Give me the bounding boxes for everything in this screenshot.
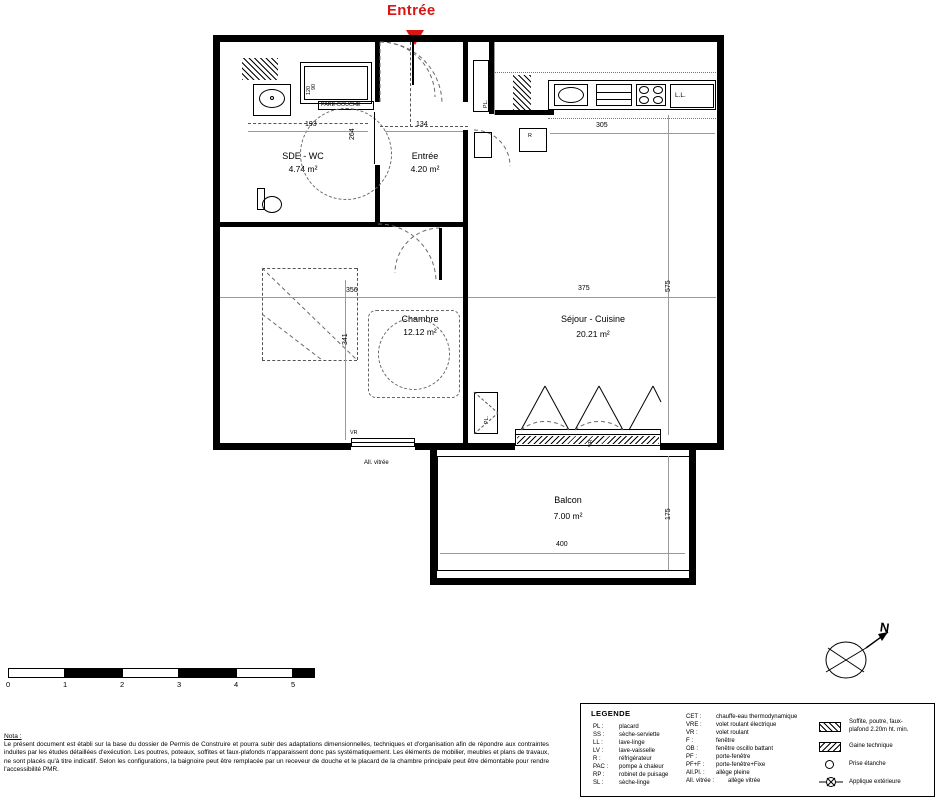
legend-desc-vr: volet roulant	[716, 730, 749, 736]
room-area-sde: 4.74 m²	[288, 164, 318, 174]
dim-entree-width: 134	[416, 121, 428, 128]
legend-desc-pac: pompe à chaleur	[619, 764, 664, 770]
scale-cell-0	[8, 668, 65, 678]
legend-symbol-applique	[819, 776, 843, 788]
room-area-entree: 4.20 m²	[410, 164, 440, 174]
legend-desc-cet: chauffe-eau thermodynamique	[716, 714, 798, 720]
legend-desc-vre: volet roulant électrique	[716, 722, 777, 728]
legend-symbol-gaine	[819, 742, 841, 752]
appliance-ll-label: L.L.	[675, 92, 686, 99]
wardrobe-diagonals	[262, 268, 357, 360]
legend-item-f	[686, 738, 735, 744]
cupboard-small	[474, 132, 492, 158]
dimline-kitchen	[550, 133, 715, 134]
burner-4	[653, 96, 663, 104]
wardrobe-bottom	[262, 360, 357, 361]
legend-desc-lv: lave-vaisselle	[619, 748, 656, 754]
window-chambre-vre-label: VR	[350, 430, 358, 436]
legend-desc-applique: Applique extérieure	[849, 779, 901, 785]
wall-bottom-right	[660, 443, 724, 450]
wardrobe-right	[357, 268, 358, 360]
legend-item-soffite2	[849, 727, 908, 733]
legend-item-allpl	[686, 770, 750, 776]
room-label-sejour: Séjour - Cuisine	[560, 314, 626, 324]
room-area-sejour: 20.21 m²	[576, 329, 610, 339]
legend-item-vr	[686, 730, 749, 736]
kitchen-hob-line1	[596, 92, 632, 93]
wall-bottom-left	[213, 443, 351, 450]
scale-cell-5	[293, 668, 315, 678]
balcony-inner-right	[689, 456, 690, 570]
legend-item-pf	[686, 754, 750, 760]
dimline-chambre-depth	[345, 280, 346, 440]
burner-1	[639, 86, 649, 94]
legend-abbr-allvitree: All. vitrée :	[686, 778, 715, 784]
legend-desc-ss: sèche-serviette	[619, 732, 660, 738]
dim-kitchen-width: 305	[596, 122, 608, 129]
structural-hatch-2	[242, 58, 278, 80]
dim-chambre-width: 356	[346, 287, 358, 294]
closet-pl-sejour-swing	[474, 392, 498, 434]
dimline-entree	[385, 131, 463, 132]
legend-abbr-ob: OB :	[686, 746, 699, 752]
nota-block	[4, 733, 549, 774]
legend-desc-pl: placard	[619, 724, 639, 730]
legend-item-ll	[593, 740, 645, 746]
sink-drain	[270, 96, 274, 100]
legend-item-soffite	[849, 719, 903, 725]
legend-item-vre	[686, 722, 776, 728]
dimline-sejour-width	[468, 297, 716, 298]
balcony-inner-top	[437, 456, 689, 457]
dim-sejour-width: 375	[578, 285, 590, 292]
scale-tick-4: 4	[234, 680, 239, 689]
dim-sde-width: 193	[305, 121, 317, 128]
compass-north-label: N	[879, 619, 891, 636]
grid-line-1	[220, 297, 265, 298]
legend-item-applique	[849, 779, 901, 785]
legend-desc-prise: Prise étanche	[849, 761, 886, 767]
kitchen-hob-line2	[596, 99, 632, 100]
legend-abbr-sl: SL :	[593, 780, 604, 786]
closet-pl-sejour-label: PL.	[484, 415, 490, 424]
legend-item-ob	[686, 746, 773, 752]
legend-abbr-f: F :	[686, 738, 693, 744]
pare-douche-label: PARE-DOUCHE	[321, 102, 361, 108]
legend-desc-sl: sèche-linge	[619, 780, 650, 786]
room-area-chambre: 12.12 m²	[403, 327, 437, 337]
legend-symbol-prise	[825, 760, 834, 769]
scale-tick-5: 5	[291, 680, 296, 689]
wall-top-left	[213, 35, 489, 42]
entrance-title: Entrée	[387, 2, 436, 19]
legend-abbr-cet: CET :	[686, 714, 702, 720]
nota-text: Le présent document est établi sur la base du dossier de Permis de Construire et pourra subir des adaptations dimensionnelles, techniques et d'organisation afin de répondre aux contraintes induites par les études détaillées d'exécution. Les poutres, poteaux, soffites et faux-plafonds n'apparaissent donc pas systématiquement. Les éléments de mobilier, meubles et plans de travaux, ne sont placés qu'à titre indicatif. Selon les configurations, la baignoire peut être remplacée par un receveur de douche et le placard de la chambre principale peut être démontable pour rendre l'accessibilité PMR.	[4, 741, 549, 773]
legend-item-cet	[686, 714, 797, 720]
shower-dim-90: 90	[311, 84, 317, 90]
kitchen-hob	[596, 84, 632, 106]
kitchen-upper-cab-line2	[548, 118, 716, 119]
legend-desc-rp: robinet de puisage	[619, 772, 669, 778]
wall-interior-sde-bottom	[220, 222, 380, 227]
legend-abbr-vr: VR :	[686, 730, 698, 736]
legend-item-prise	[849, 761, 886, 767]
shower-dim-120: 120	[306, 86, 312, 95]
balcony-inner-bottom	[437, 570, 689, 571]
wall-interior-kitchen-bottom	[494, 110, 554, 115]
dim-balcon-depth: 175	[665, 508, 672, 520]
burner-3	[639, 96, 649, 104]
legend-abbr-ss: SS :	[593, 732, 605, 738]
window-chambre-line	[351, 442, 415, 443]
legend-item-pff	[686, 762, 765, 768]
legend-desc-gaine: Gaine technique	[849, 743, 893, 749]
wall-top-right	[489, 35, 724, 42]
wall-left	[213, 35, 220, 450]
legend-abbr-ll: LL :	[593, 740, 603, 746]
balcony-inner-left	[437, 456, 438, 570]
scale-cell-3	[179, 668, 236, 678]
wc-bowl	[262, 196, 282, 213]
legend-item-sl	[593, 780, 650, 786]
legend-abbr-lv: LV :	[593, 748, 604, 754]
legend-desc-pff: porte-fenêtre+Fixe	[716, 762, 766, 768]
dim-sde-door: 264	[349, 128, 356, 140]
scale-cell-1	[65, 668, 122, 678]
closet-pl-label: PL.	[483, 99, 489, 108]
legend-desc-r: réfrigérateur	[619, 756, 652, 762]
dim-balcon-width: 400	[556, 541, 568, 548]
wc-cistern	[257, 188, 265, 210]
room-label-balcon: Balcon	[554, 495, 582, 505]
legend-symbol-soffite	[819, 722, 841, 732]
appliance-fridge-label: R	[528, 133, 532, 139]
door-swing-chambre	[378, 224, 448, 294]
wall-interior-entree-right2	[463, 130, 468, 227]
dimline-balcon-width	[440, 553, 685, 554]
legend-abbr-vre: VRE :	[686, 722, 702, 728]
legend-desc-pf: porte-fenêtre	[716, 754, 751, 760]
appliance-fridge	[519, 128, 547, 152]
legend-item-allvitree	[686, 778, 760, 784]
legend-desc-f: fenêtre	[716, 738, 735, 744]
legend-item-rp	[593, 772, 668, 778]
legend-desc-ll: lave-linge	[619, 740, 645, 746]
scale-cell-4	[236, 668, 293, 678]
legend-item-r	[593, 756, 652, 762]
scale-tick-2: 2	[120, 680, 125, 689]
room-label-entree: Entrée	[411, 151, 439, 161]
legend-abbr-r: R :	[593, 756, 601, 762]
legend-item-gaine	[849, 743, 893, 749]
nota-title: Nota :	[4, 733, 22, 740]
window-chambre-allvitree-label: All. vitrée	[364, 460, 389, 466]
sejour-vr-label: VR	[588, 439, 594, 447]
kitchen-sink-bowl	[558, 87, 584, 103]
shower-inner	[304, 66, 368, 100]
burner-2	[653, 86, 663, 94]
door-leaf-sde	[374, 112, 375, 164]
balcony-wall-right	[689, 450, 696, 585]
entree-dash-v1	[410, 42, 411, 127]
wall-right	[717, 35, 724, 450]
legend-item-pl	[593, 724, 639, 730]
legend-desc-ob: fenêtre oscillo battant	[716, 746, 774, 752]
scale-tick-0: 0	[6, 680, 11, 689]
balcony-wall-bottom	[430, 578, 696, 585]
legend-desc-allpl: allège pleine	[716, 770, 750, 776]
legend-desc-allvitree: allège vitrée	[728, 778, 761, 784]
kitchen-upper-cab-line	[494, 72, 716, 73]
room-area-balcon: 7.00 m²	[553, 511, 583, 521]
dim-chambre-depth: 341	[342, 333, 349, 345]
legend-abbr-pl: PL :	[593, 724, 604, 730]
grid-line-2	[494, 42, 495, 115]
bed-pillow-arc	[378, 318, 450, 390]
scale-tick-3: 3	[177, 680, 182, 689]
front-door-leaf	[412, 40, 414, 85]
dimline-chambre-width	[263, 297, 463, 298]
scale-tick-1: 1	[63, 680, 68, 689]
legend-abbr-allpl: All.Pl. :	[686, 770, 705, 776]
legend-desc-soffite: Soffite, poutre, faux-	[849, 719, 903, 725]
legend-abbr-rp: RP :	[593, 772, 605, 778]
legend-item-lv	[593, 748, 655, 754]
scale-cell-2	[122, 668, 179, 678]
legend-item-pac	[593, 764, 664, 770]
wall-bottom-mid	[415, 443, 515, 450]
structural-hatch-1	[513, 75, 531, 110]
legend-box	[580, 703, 935, 797]
north-compass	[818, 620, 898, 690]
legend-abbr-pff: PF+F :	[686, 762, 705, 768]
sejour-window-symbols	[515, 386, 665, 432]
room-label-sde: SDE - WC	[282, 151, 324, 161]
legend-title: LEGENDE	[591, 709, 631, 718]
legend-abbr-pac: PAC :	[593, 764, 609, 770]
legend-desc-soffite2: plafond 2.20m ht. min.	[849, 727, 909, 733]
room-label-chambre: Chambre	[401, 314, 439, 324]
dim-right-depth: 575	[665, 280, 672, 292]
legend-item-ss	[593, 732, 660, 738]
dimline-right-depth	[668, 115, 669, 435]
legend-abbr-pf: PF :	[686, 754, 698, 760]
balcony-wall-left	[430, 450, 437, 585]
